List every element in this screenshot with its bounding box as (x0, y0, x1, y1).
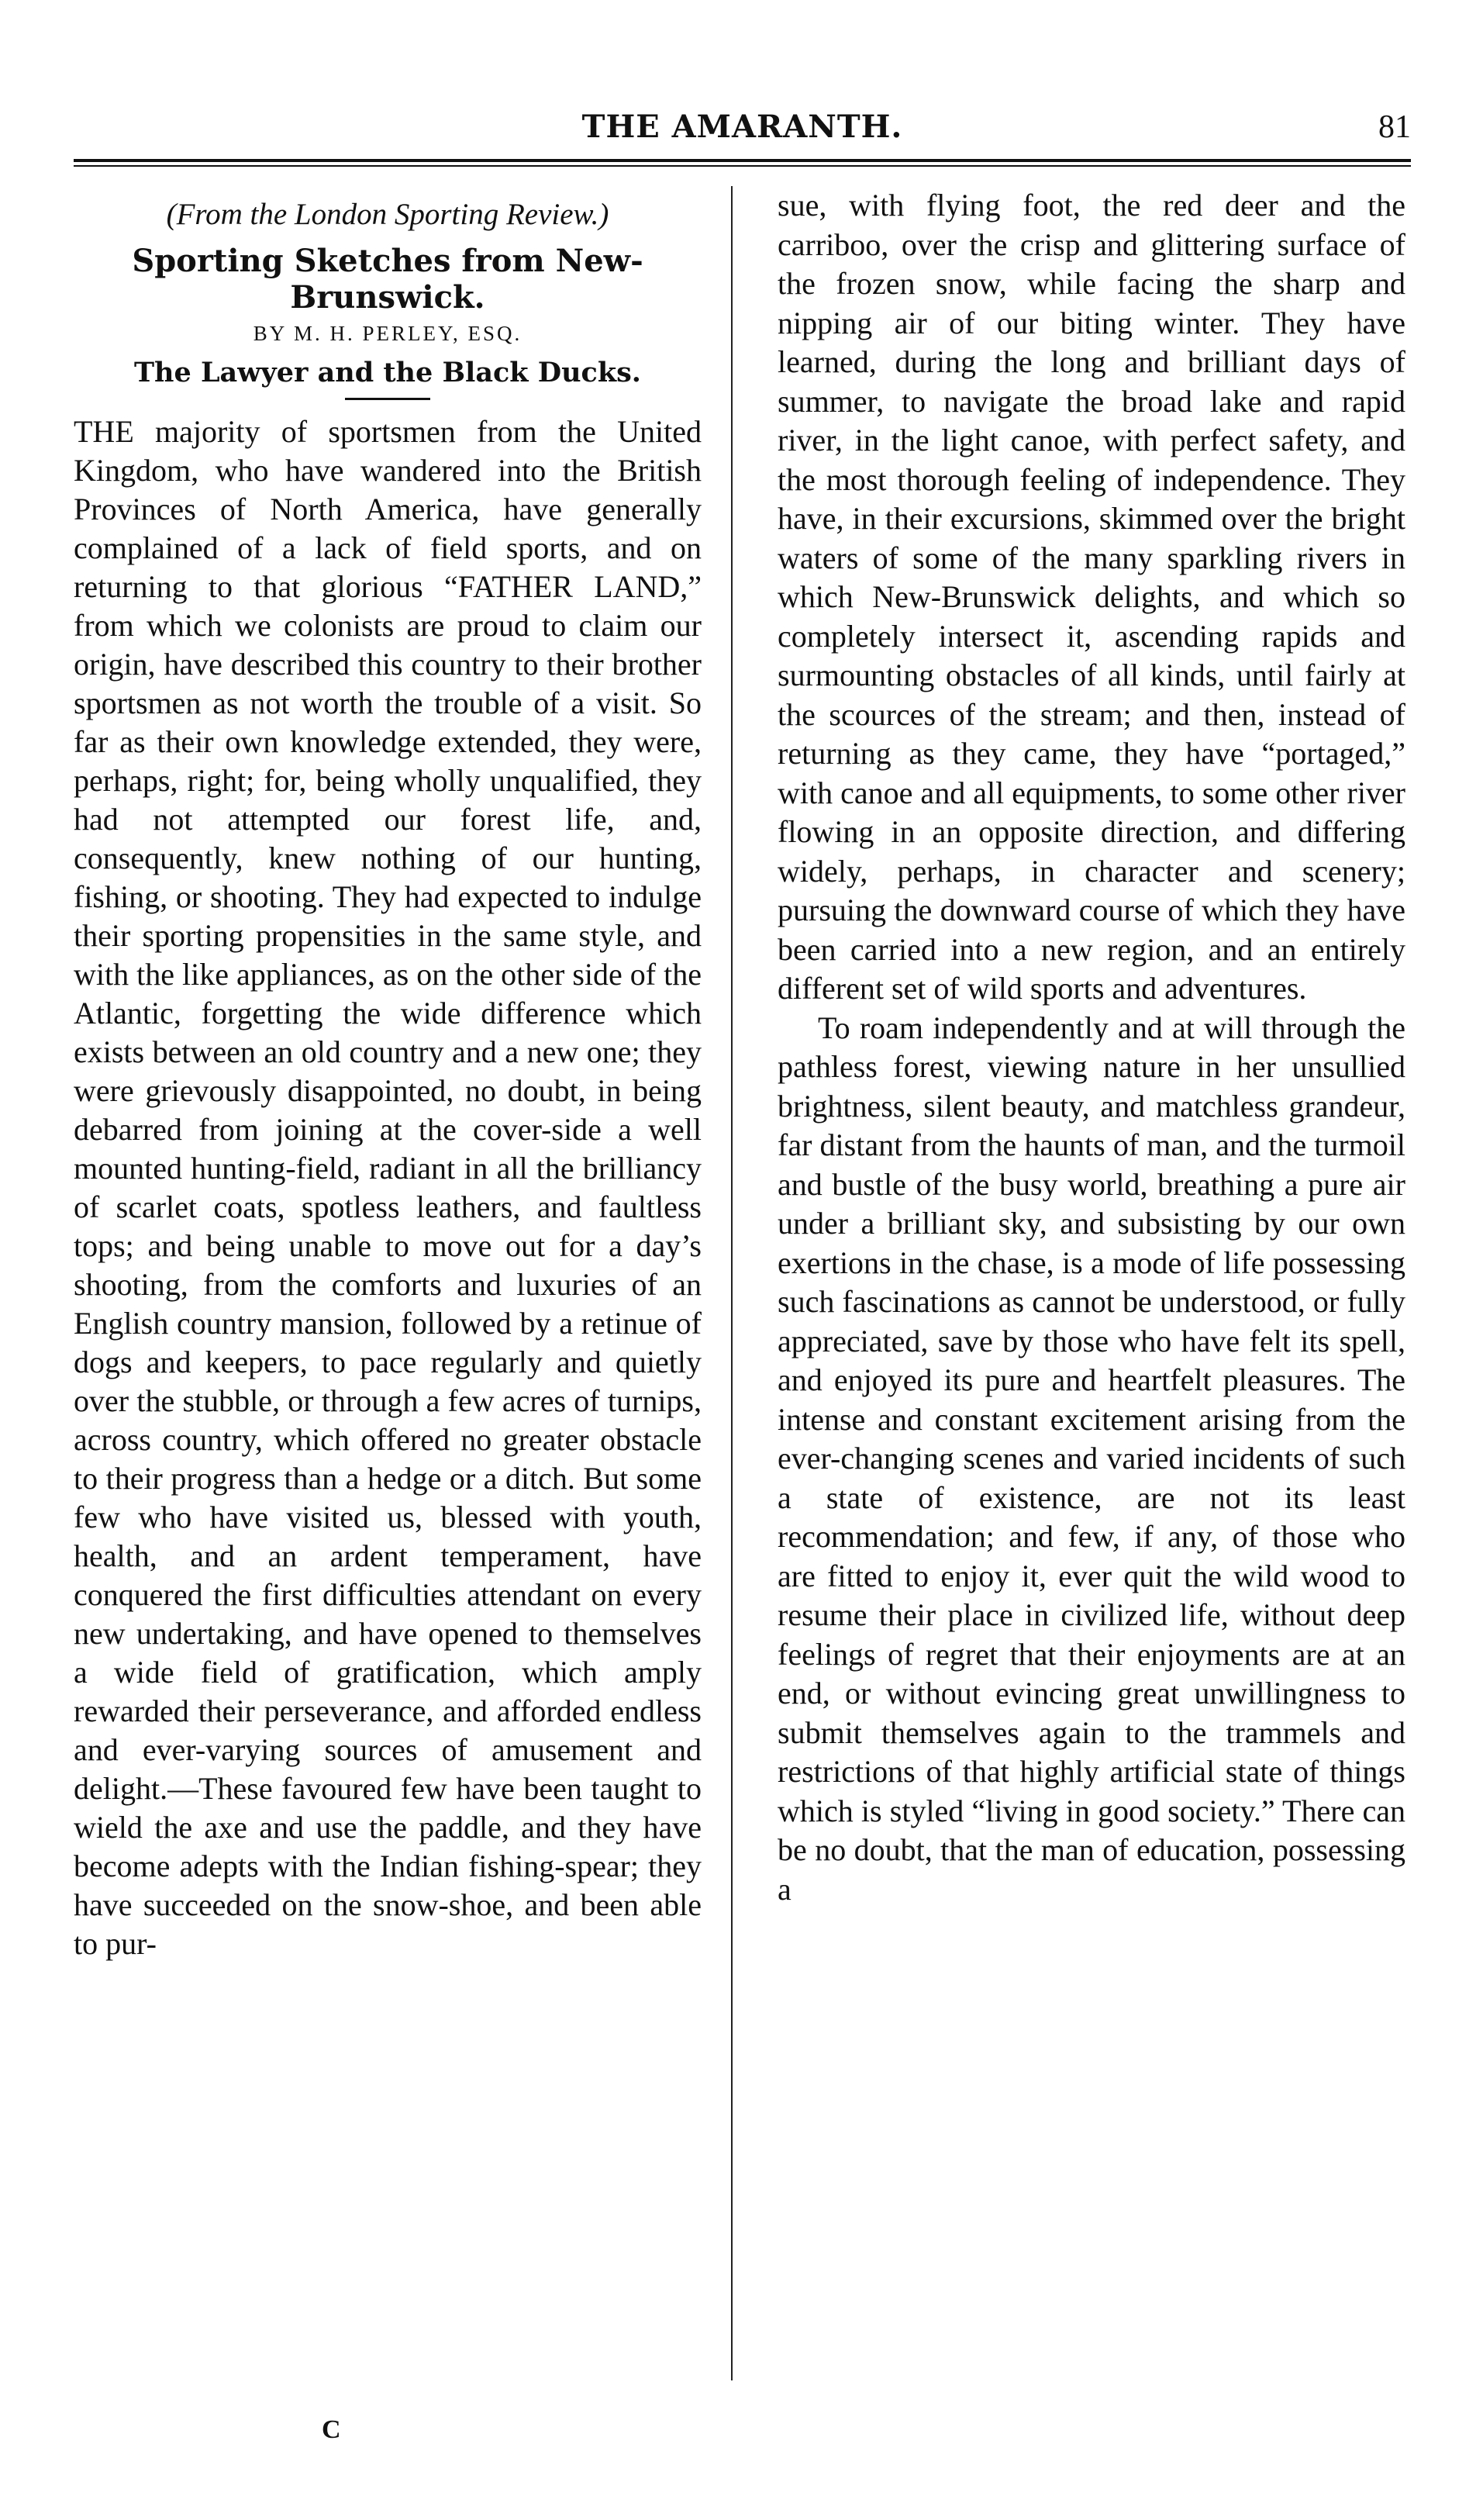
article-title: Sporting Sketches from New-Brunswick. (132, 243, 643, 316)
page-number: 81 (1378, 109, 1411, 145)
header-rule-thin (74, 165, 1411, 167)
signature-mark: C (322, 2415, 341, 2444)
column-divider (731, 186, 733, 2380)
left-column (74, 186, 702, 1963)
article-paragraph-1-continued: sue, with flying foot, the red deer and the carriboo, over the crisp and glittering surface of the frozen snow, while facing the sharp and nipping air of our biting winter. They have learned, during the long and brilliant days of summer, to navigate the broad lake and rapid river, in the light canoe, with perfect safety, and the most thorough feeling of independence. They have, in their excursions, skimmed over the bright waters of some of the many sparkling rivers in which New-Brunswick delights, and which so completely intersect it, ascending rapids and surmounting obstacles of all kinds, until fairly at the scources of the stream; and then, instead of returning as they came, they have “portaged,” with canoe and all equipments, to some other river flowing in an opposite direction, and differing widely, perhaps, in character and scenery; pursuing the downward course of which they have been carried into a new region, and an entirely different set of wild sports and adventures. (778, 188, 1405, 1006)
header-rule-thick (74, 159, 1411, 162)
article-paragraph-1: THE majority of sportsmen from the United Kingdom, who have wandered into the British Provinces of North America, have generally complained of a lack of field sports, and on returning to that glorious “FATHER LAND,” from which we colonists are proud to claim our origin, have described this country to their brother sportsmen as not worth the trouble of a visit. So far as their own knowledge extended, they were, perhaps, right; for, being wholly unqualified, they had not attempted our forest life, and, consequently, knew nothing of our hunting, fishing, or shooting. They had expected to indulge their sporting propensities in the same style, and with the like appliances, as on the other side of the Atlantic, forgetting the wide difference which exists between an old country and a new one; they were grievously disappointed, no doubt, in being debarred from joining at the cover-side a well mounted hunting-field, radiant in all the brilliancy of scarlet coats, spotless leathers, and faultless tops; and being unable to move out for a day’s shooting, from the comforts and luxuries of an English country mansion, followed by a retinue of dogs and keepers, to pace regularly and quietly over the stubble, or through a few acres of turnips, across country, which offered no greater obstacle to their progress than a hedge or a ditch. But some few who have visited us, blessed with youth, health, and an ardent temperament, have conquered the first difficulties attendant on every new undertaking, and have opened to themselves a wide field of gratification, which amply rewarded their perseverance, and afforded endless and ever-varying sources of amusement and delight.—These favoured few have been taught to wield the axe and use the paddle, and they have become adepts with the Indian fishing-spear; they have succeeded on the snow-shoe, and been able to pur- (74, 414, 702, 1961)
article-paragraph-2: To roam independently and at will through the pathless forest, viewing nature in her unsullied brightness, silent beauty, and matchless grandeur, far distant from the haunts of man, and the turmoil and bustle of the busy world, breathing a pure air under a brilliant sky, and subsisting by our own exertions in the chase, is a mode of life possessing such fascinations as cannot be understood, or fully appreciated, save by those who have felt its spell, and enjoyed its pure and heartfelt pleasures. The intense and constant excitement arising from the ever-changing scenes and varied incidents of such a state of existence, are not its least recommendation; and few, if any, of those who are fitted to enjoy it, ever quit the wild wood to resume their place in civilized life, without deep feelings of regret that their enjoyments are at an end, or without evincing great unwillingness to submit themselves again to the trammels and restrictions of that highly artificial state of things which is styled “living in good society.” There can be no doubt, that the man of education, possessing a (778, 1010, 1405, 1907)
source-line: (From the London Sporting Review.) (166, 198, 609, 231)
page-header (74, 109, 1411, 155)
title-divider (345, 398, 430, 400)
right-column (778, 186, 1405, 1909)
article-byline: BY M. H. PERLEY, ESQ. (253, 322, 522, 345)
article-subtitle: The Lawyer and the Black Ducks. (134, 357, 641, 388)
running-title: THE AMARANTH. (581, 109, 903, 145)
